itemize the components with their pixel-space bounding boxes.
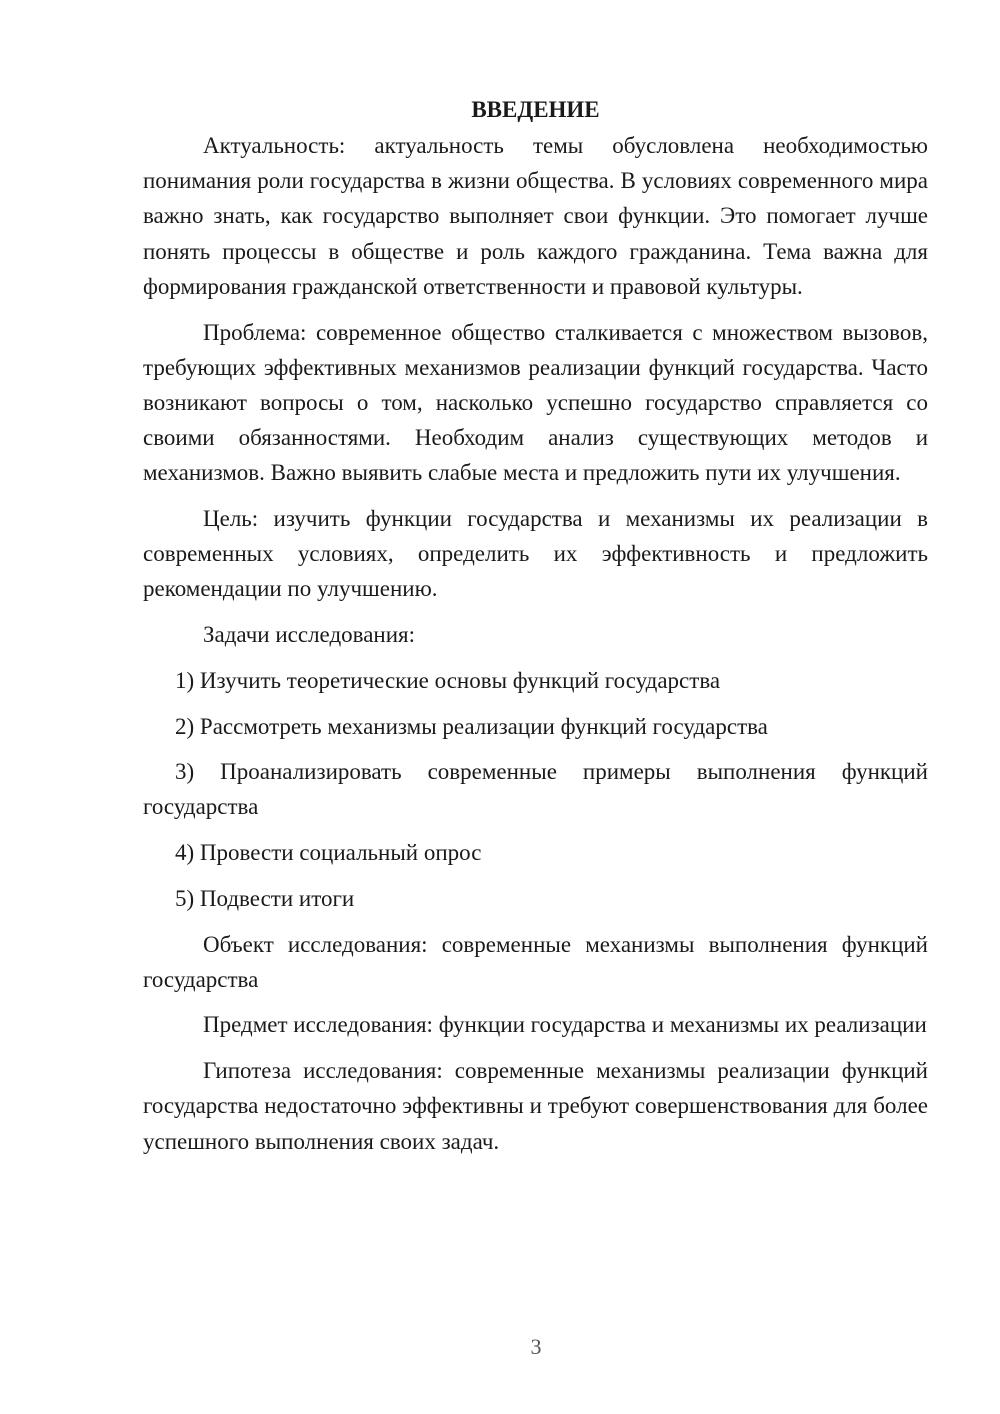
task-item-3: 3) Проанализировать современные примеры выполнения функций государства: [143, 759, 928, 820]
object-paragraph: Объект исследования: современные механизмы выполнения функций государства: [143, 931, 928, 992]
task-item-4: 4) Провести социальный опрос: [175, 840, 482, 866]
relevance-paragraph: Актуальность: актуальность темы обусловлена необходимостью понимания роли государства в жизни общества. В условиях современного мира важно знать, как государство выполняет свои функции. Это помогает лучше понять процессы в обществе и роль каждого гражданина. Тема важна для формирования гражданской ответственности и правовой культуры.: [143, 133, 928, 299]
task-item-5: 5) Подвести итоги: [175, 885, 355, 911]
page-title: ВВЕДЕНИЕ: [471, 97, 600, 122]
page-number: 3: [530, 1334, 542, 1359]
problem-paragraph: Проблема: современное общество сталкивается с множеством вызовов, требующих эффективных механизмов реализации функций государства. Часто возникают вопросы о том, насколько успешно государство справляется со своими обязанностями. Необходим анализ существующих методов и механизмов. Важно выявить слабые места и предложить пути их улучшения.: [143, 319, 928, 486]
task-item-1: 1) Изучить теоретические основы функций государства: [175, 667, 721, 693]
document-page: [143, 92, 928, 1159]
task-item-2: 2) Рассмотреть механизмы реализации функций государства: [175, 713, 768, 739]
subject-paragraph: Предмет исследования: функции государства и механизмы их реализации: [203, 1012, 927, 1038]
hypothesis-paragraph: Гипотеза исследования: современные механизмы реализации функций государства недостаточно эффективны и требуют совершенствования для более успешного выполнения своих задач.: [143, 1058, 928, 1154]
goal-paragraph: Цель: изучить функции государства и механизмы их реализации в современных условиях, определить их эффективность и предложить рекомендации по улучшению.: [143, 506, 928, 602]
tasks-heading: Задачи исследования:: [203, 622, 416, 648]
